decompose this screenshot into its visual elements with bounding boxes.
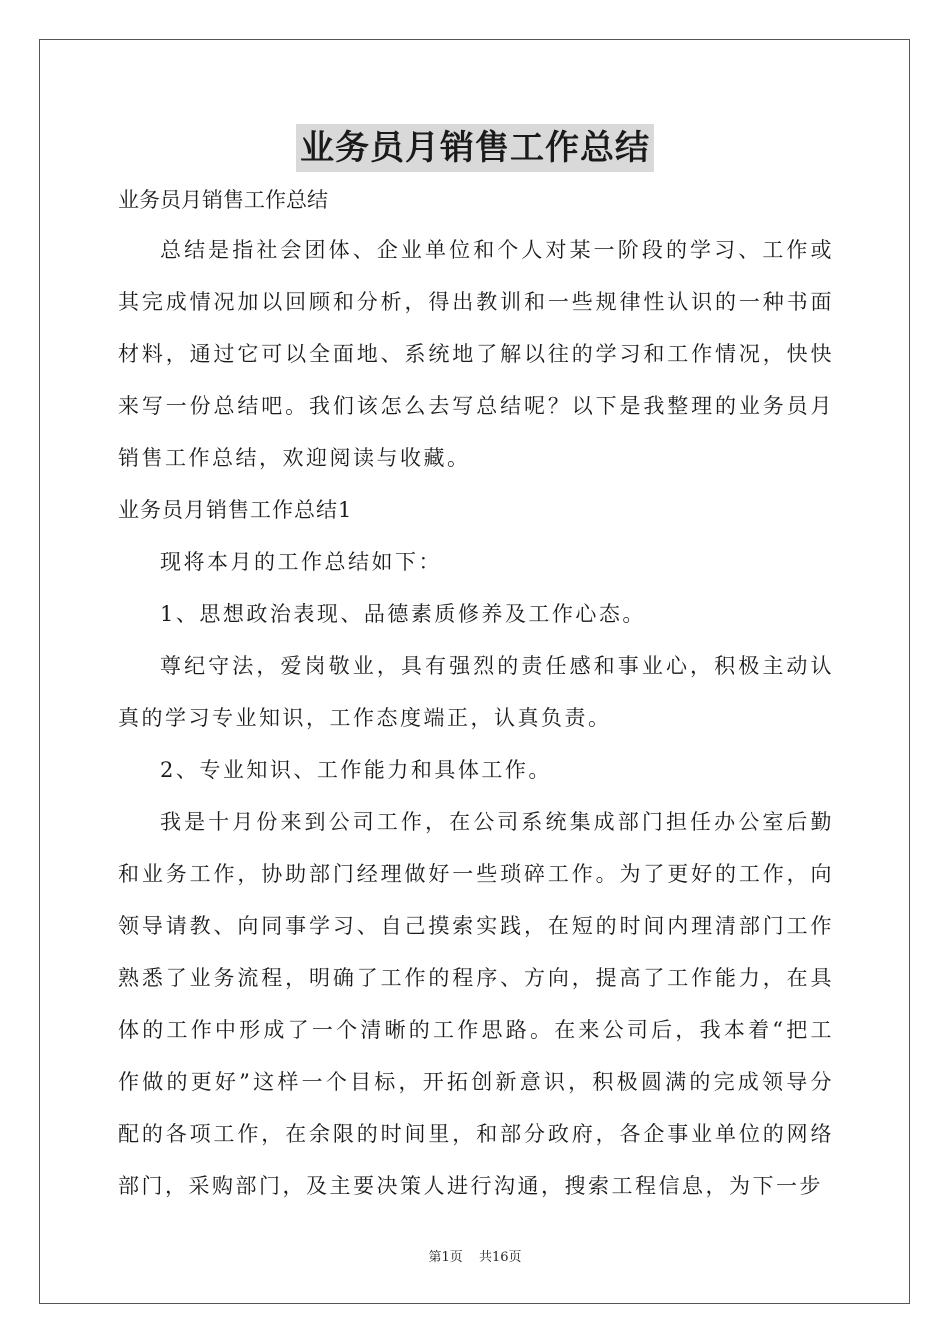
- document-subtitle: 业务员月销售工作总结: [118, 188, 328, 212]
- title-wrap: [0, 124, 950, 172]
- intro-paragraph: 总结是指社会团体、企业单位和个人对某一阶段的学习、工作或其完成情况加以回顾和分析，得出教训和一些规律性认识的一种书面材料，通过它可以全面地、系统地了解以往的学习和工作情况，快快来写一份总结吧。我们该怎么去写总结呢？以下是我整理的业务员月销售工作总结，欢迎阅读与收藏。: [118, 238, 834, 470]
- page-footer: [0, 1246, 950, 1265]
- document-title: 业务员月销售工作总结: [296, 124, 654, 172]
- section-heading: 业务员月销售工作总结1: [118, 498, 353, 522]
- paragraph-1: 现将本月的工作总结如下：: [160, 550, 442, 574]
- document-body: [118, 176, 834, 1212]
- paragraph-4: 2、专业知识、工作能力和具体工作。: [160, 758, 552, 782]
- paragraph-3: 尊纪守法，爱岗敬业，具有强烈的责任感和事业心，积极主动认真的学习专业知识，工作态度端正，认真负责。: [118, 654, 834, 730]
- paragraph-2: 1、思想政治表现、品德素质修养及工作心态。: [160, 602, 646, 626]
- page-number: 第1页: [428, 1250, 463, 1265]
- paragraph-5: 我是十月份来到公司工作，在公司系统集成部门担任办公室后勤和业务工作，协助部门经理做好一些琐碎工作。为了更好的工作，向领导请教、向同事学习、自己摸索实践，在短的时间内理清部门工作熟悉了业务流程，明确了工作的程序、方向，提高了工作能力，在具体的工作中形成了一个清晰的工作思路。在来公司后，我本着“把工作做的更好”这样一个目标，开拓创新意识，积极圆满的完成领导分配的各项工作，在余限的时间里，和部分政府，各企事业单位的网络部门，采购部门，及主要决策人进行沟通，搜索工程信息，为下一步: [118, 810, 834, 1198]
- page-total: 共16页: [478, 1250, 522, 1265]
